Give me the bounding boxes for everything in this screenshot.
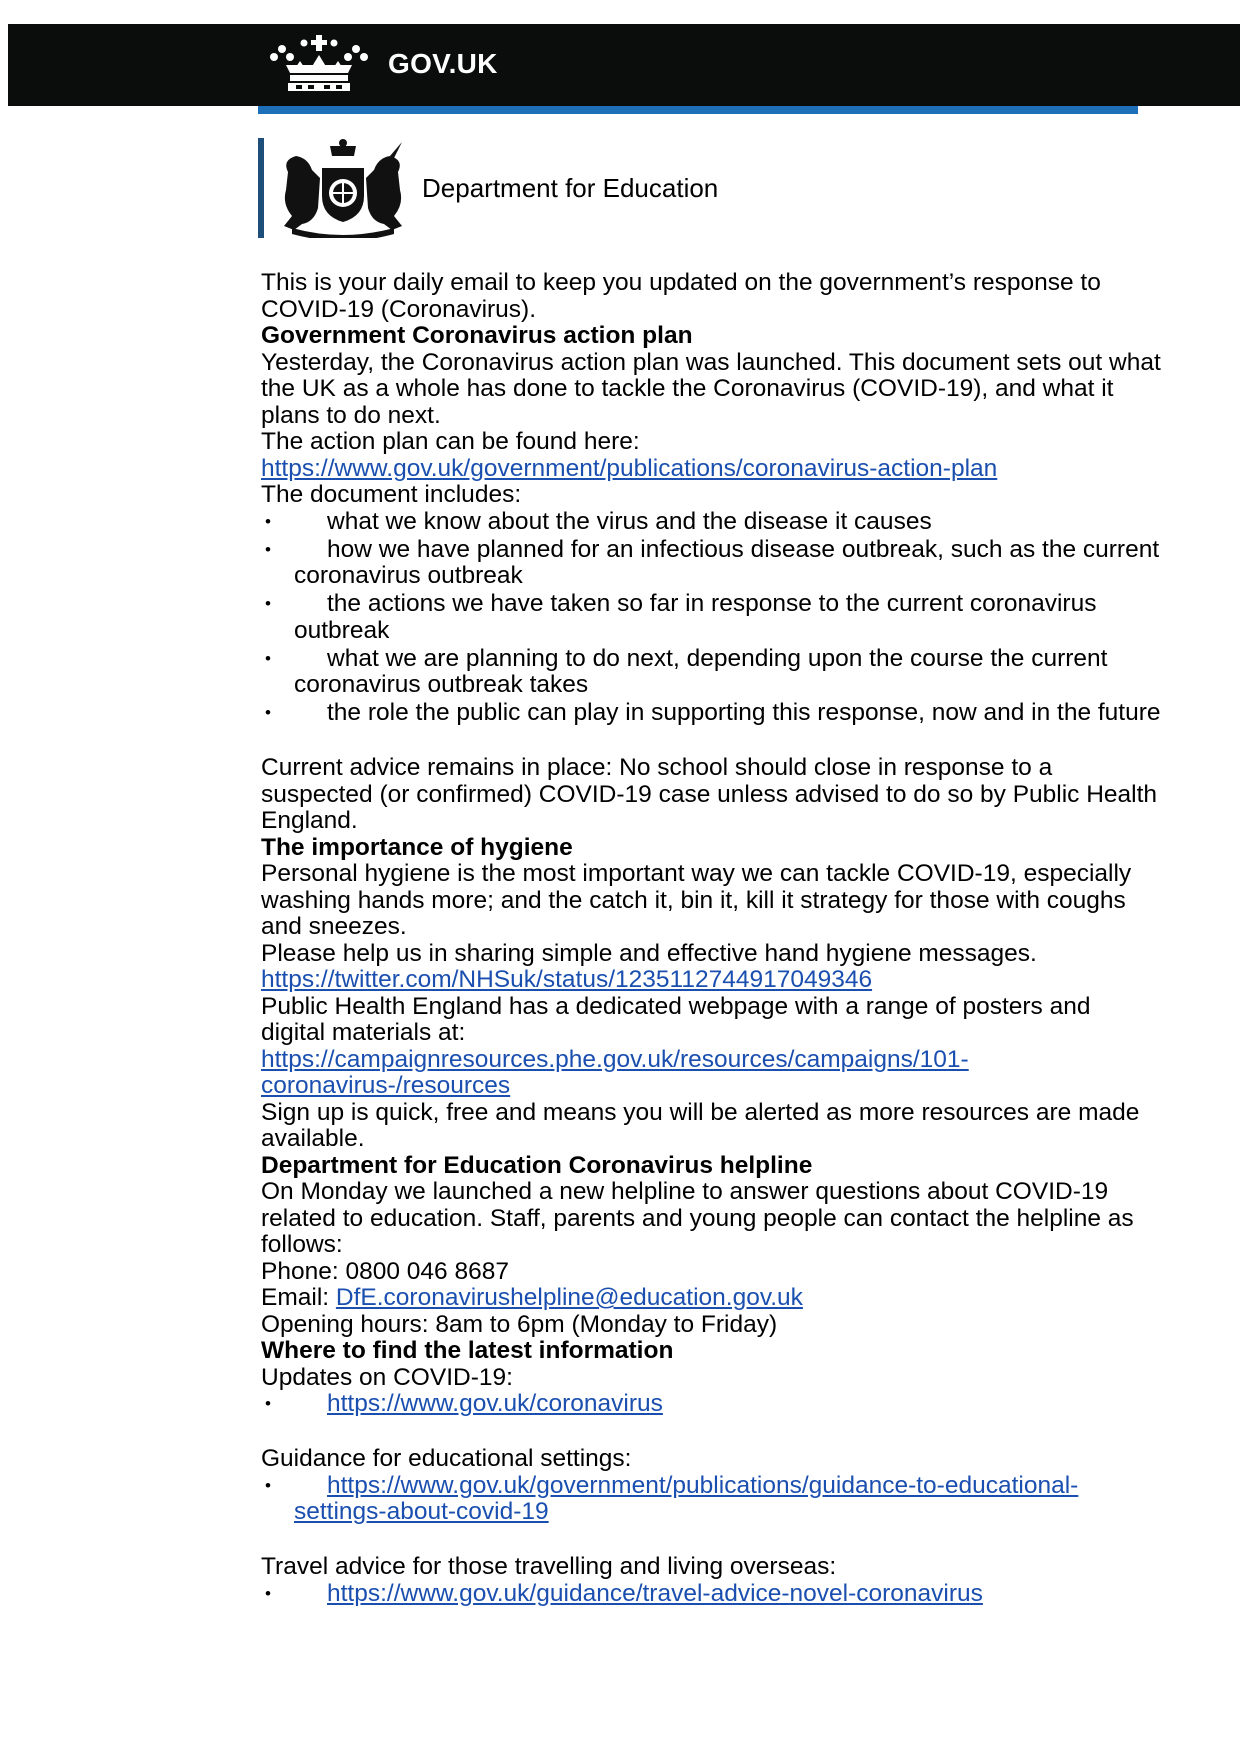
helpline-phone: Phone: 0800 046 8687 bbox=[261, 1257, 509, 1285]
list-item bbox=[261, 1391, 1161, 1418]
section-heading-action-plan: Government Coronavirus action plan bbox=[261, 322, 693, 349]
list-item-text: the role the public can play in supporting this response, now and in the future bbox=[327, 699, 1161, 726]
bullet-icon: • bbox=[265, 703, 271, 722]
header-accent-bar bbox=[258, 106, 1138, 114]
bullet-icon: • bbox=[265, 1475, 271, 1495]
list-item bbox=[261, 509, 1161, 536]
document-includes-list bbox=[261, 509, 1161, 727]
list-item bbox=[261, 646, 1161, 699]
organisation-logo bbox=[258, 138, 718, 238]
list-item-text: how we have planned for an infectious disease outbreak, such as the current coronavirus outbreak bbox=[294, 535, 1160, 589]
spacer bbox=[261, 728, 1161, 755]
helpline-hours: Opening hours: 8am to 6pm (Monday to Friday) bbox=[261, 1310, 778, 1338]
action-plan-link[interactable]: https://www.gov.uk/government/publications/coronavirus-action-plan bbox=[261, 454, 998, 482]
signup-paragraph: Sign up is quick, free and means you will be alerted as more resources are made available. bbox=[261, 1098, 1140, 1152]
hygiene-sharing-paragraph: Please help us in sharing simple and effective hand hygiene messages. bbox=[261, 939, 1037, 967]
guidance-list bbox=[261, 1473, 1161, 1526]
coronavirus-updates-link[interactable]: https://www.gov.uk/coronavirus bbox=[327, 1390, 663, 1417]
updates-label: Updates on COVID-19: bbox=[261, 1363, 513, 1391]
phe-resources-link[interactable]: https://campaignresources.phe.gov.uk/resources/campaigns/101-coronavirus-/resources bbox=[261, 1045, 969, 1099]
bullet-icon: • bbox=[265, 1394, 271, 1413]
section-heading-helpline: Department for Education Coronavirus helpline bbox=[261, 1151, 813, 1179]
list-item bbox=[261, 700, 1161, 727]
twitter-link[interactable]: https://twitter.com/NHSuk/status/1235112744917049346 bbox=[261, 966, 873, 993]
list-item bbox=[261, 591, 1161, 644]
action-plan-found-paragraph bbox=[261, 429, 1161, 482]
helpline-email-link[interactable]: DfE.coronavirushelpline@education.gov.uk bbox=[335, 1284, 803, 1311]
guidance-label: Guidance for educational settings: bbox=[261, 1445, 632, 1472]
document-includes-text: The document includes: bbox=[261, 481, 522, 508]
bullet-icon: • bbox=[265, 511, 271, 531]
section-heading-hygiene: The importance of hygiene bbox=[261, 833, 573, 861]
govuk-logo-link[interactable] bbox=[264, 36, 498, 92]
spacer bbox=[261, 1527, 1161, 1554]
travel-label: Travel advice for those travelling and living overseas: bbox=[261, 1553, 837, 1580]
phe-webpage-paragraph: Public Health England has a dedicated webpage with a range of posters and digital materials at: bbox=[261, 992, 1091, 1046]
current-advice-paragraph: Current advice remains in place: No school should close in response to a suspected (or confirmed) COVID-19 case unless advised to do so by Public Health England. bbox=[261, 754, 1158, 834]
action-plan-found-text: The action plan can be found here: bbox=[261, 428, 640, 455]
intro-text: This is your daily email to keep you updated on the government’s response to COVID-19 (Coronavirus). bbox=[261, 269, 1101, 323]
organisation-name: Department for Education bbox=[422, 172, 719, 203]
list-item-text: the actions we have taken so far in response to the current coronavirus outbreak bbox=[294, 590, 1097, 644]
list-item bbox=[261, 1473, 1161, 1526]
spacer bbox=[261, 1419, 1161, 1446]
org-brand-line bbox=[258, 138, 264, 238]
travel-list bbox=[261, 1581, 1161, 1608]
royal-coat-of-arms-icon bbox=[268, 138, 418, 238]
email-body bbox=[261, 270, 1161, 1609]
bullet-icon: • bbox=[265, 1583, 271, 1603]
bullet-icon: • bbox=[265, 594, 271, 613]
govuk-wordmark: GOV.UK bbox=[388, 48, 498, 79]
guidance-link[interactable]: https://www.gov.uk/government/publications/guidance-to-educational-settings-about-covid-19 bbox=[294, 1471, 1079, 1525]
list-item bbox=[261, 537, 1161, 590]
govuk-header bbox=[8, 24, 1240, 106]
list-item-text: what we are planning to do next, depending upon the course the current coronavirus outbreak takes bbox=[294, 644, 1108, 698]
list-item bbox=[261, 1581, 1161, 1608]
updates-list bbox=[261, 1391, 1161, 1418]
bullet-icon: • bbox=[265, 648, 271, 668]
action-plan-paragraph: Yesterday, the Coronavirus action plan was launched. This document sets out what the UK as a whole has done to tackle the Coronavirus (COVID-19), and what it plans to do next. bbox=[261, 348, 1161, 429]
section-heading-latest-info: Where to find the latest information bbox=[261, 1337, 674, 1364]
crown-icon bbox=[264, 35, 374, 93]
helpline-email-label: Email: bbox=[261, 1284, 336, 1311]
helpline-email-line bbox=[261, 1285, 1161, 1312]
travel-advice-link[interactable]: https://www.gov.uk/guidance/travel-advice-novel-coronavirus bbox=[327, 1579, 983, 1607]
bullet-icon: • bbox=[265, 539, 271, 559]
list-item-text: what we know about the virus and the disease it causes bbox=[327, 507, 932, 535]
hygiene-paragraph: Personal hygiene is the most important way we can tackle COVID-19, especially washing hands more; and the catch it, bin it, kill it strategy for those with coughs and sneezes. bbox=[261, 860, 1132, 940]
helpline-paragraph: On Monday we launched a new helpline to answer questions about COVID-19 related to education. Staff, parents and young people can contact the helpline as follows: bbox=[261, 1178, 1134, 1258]
